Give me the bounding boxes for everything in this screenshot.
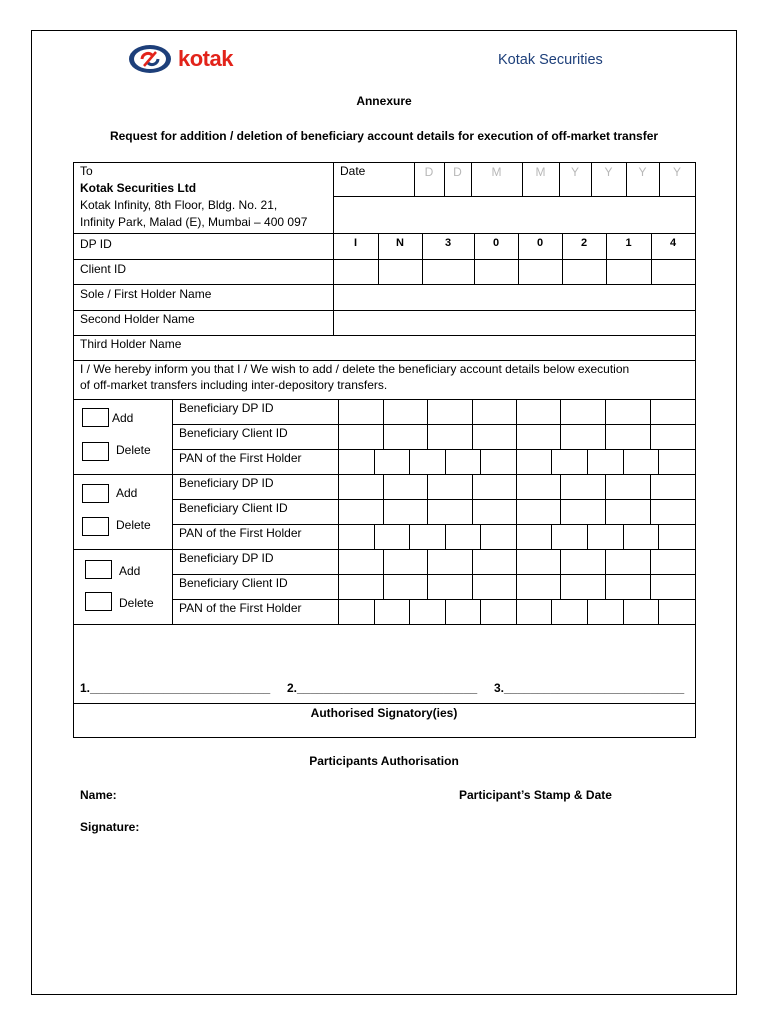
table-rule [587, 449, 588, 475]
table-rule [472, 549, 473, 600]
table-rule [587, 599, 588, 625]
pan-label-2: PAN of the First Holder [179, 526, 302, 540]
date-row-bottom [333, 196, 696, 197]
participants-title: Participants Authorisation [309, 754, 459, 768]
table-rule [172, 474, 173, 550]
dp-id-digit-8: 4 [669, 237, 677, 249]
table-rule [605, 399, 606, 450]
table-rule [472, 399, 473, 450]
signatory-divider [73, 703, 696, 704]
table-rule [551, 449, 552, 475]
beneficiary-block-divider [73, 549, 696, 550]
row-divider [73, 284, 696, 285]
form-subtitle: Request for addition / deletion of beneficiary account details for execution of off-market transfer [109, 129, 659, 143]
table-rule [480, 449, 481, 475]
beneficiary-row-divider [172, 524, 696, 525]
kotak-logo-text: kotak [178, 46, 233, 71]
beneficiary-section-bottom [73, 624, 696, 625]
row-divider [73, 335, 696, 336]
beneficiary-dp-id-label-3: Beneficiary DP ID [179, 551, 274, 565]
table-rule [516, 474, 517, 525]
table-rule [374, 449, 375, 475]
first-holder-label: Sole / First Holder Name [80, 287, 212, 301]
row-divider [73, 310, 696, 311]
delete-checkbox-1[interactable] [82, 442, 109, 461]
table-left-border [73, 162, 74, 738]
dp-id-digit-7: 1 [625, 237, 632, 249]
company-name: Kotak Securities Ltd [80, 181, 197, 195]
table-rule [427, 399, 428, 450]
add-checkbox-3[interactable] [85, 560, 112, 579]
participant-stamp-label: Participant’s Stamp & Date [459, 788, 612, 802]
date-placeholder-1[interactable]: D [424, 165, 434, 179]
row-divider [73, 233, 696, 234]
second-holder-label: Second Holder Name [80, 312, 195, 326]
delete-checkbox-3[interactable] [85, 592, 112, 611]
row-divider [73, 360, 696, 361]
add-checkbox-2[interactable] [82, 484, 109, 503]
date-placeholder-6[interactable]: Y [604, 165, 613, 179]
authorised-signatory-label: Authorised Signatory(ies) [310, 706, 458, 720]
date-placeholder-2[interactable]: D [453, 165, 462, 179]
address-line2: Infinity Park, Malad (E), Mumbai – 400 097 [80, 215, 308, 229]
add-checkbox-1[interactable] [82, 408, 109, 427]
kotak-logo-icon [128, 44, 172, 74]
declaration-line2: of off-market transfers including inter-depository transfers. [80, 378, 388, 392]
table-rule [383, 549, 384, 600]
table-rule [658, 524, 659, 550]
table-rule [650, 399, 651, 450]
dp-id-label: DP ID [80, 237, 112, 251]
form-title: Annexure [356, 94, 412, 108]
table-rule [650, 549, 651, 600]
delete-label-1: Delete [116, 443, 151, 457]
beneficiary-block-divider [73, 474, 696, 475]
participant-signature-label: Signature: [80, 820, 140, 834]
address-line1: Kotak Infinity, 8th Floor, Bldg. No. 21, [80, 198, 278, 212]
table-rule [560, 549, 561, 600]
table-rule [516, 549, 517, 600]
table-rule [516, 524, 517, 550]
date-placeholder-3[interactable]: M [491, 165, 502, 179]
date-label: Date [340, 164, 366, 178]
table-rule [472, 474, 473, 525]
table-rule [551, 599, 552, 625]
table-rule [623, 449, 624, 475]
to-label: To [80, 164, 93, 178]
delete-label-2: Delete [116, 518, 151, 532]
dp-id-digit-4: 0 [492, 237, 500, 249]
table-rule [480, 599, 481, 625]
table-rule [383, 474, 384, 525]
participant-name-label: Name: [80, 788, 117, 802]
table-rule [516, 449, 517, 475]
table-rule [623, 599, 624, 625]
beneficiary-client-id-label-1: Beneficiary Client ID [179, 426, 288, 440]
pan-label-3: PAN of the First Holder [179, 601, 302, 615]
add-label-2: Add [116, 486, 138, 500]
row-divider [73, 259, 696, 260]
table-rule [560, 474, 561, 525]
table-rule [516, 599, 517, 625]
table-rule [338, 399, 339, 475]
signatory-3: 3.___________________________ [494, 681, 685, 695]
date-placeholder-4[interactable]: M [535, 165, 546, 179]
dp-id-digit-3: 3 [444, 237, 452, 249]
table-rule [605, 549, 606, 600]
kotak-logo [128, 42, 233, 76]
table-rule [445, 524, 446, 550]
beneficiary-dp-id-label-1: Beneficiary DP ID [179, 401, 274, 415]
table-rule [587, 524, 588, 550]
table-bottom-border [73, 737, 696, 738]
pan-label-1: PAN of the First Holder [179, 451, 302, 465]
table-rule [560, 399, 561, 450]
date-placeholder-8[interactable]: Y [672, 165, 681, 179]
table-rule [445, 449, 446, 475]
delete-label-3: Delete [119, 596, 154, 610]
table-rule [172, 549, 173, 625]
beneficiary-dp-id-label-2: Beneficiary DP ID [179, 476, 274, 490]
beneficiary-client-id-label-2: Beneficiary Client ID [179, 501, 288, 515]
table-rule [427, 549, 428, 600]
table-rule [338, 474, 339, 550]
table-rule [650, 474, 651, 525]
beneficiary-client-id-label-3: Beneficiary Client ID [179, 576, 288, 590]
beneficiary-row-divider [172, 499, 696, 500]
row-divider [73, 399, 696, 400]
table-rule [374, 599, 375, 625]
signatory-2: 2.___________________________ [287, 681, 478, 695]
dp-id-digit-1: I [353, 237, 358, 249]
table-top-border [73, 162, 696, 163]
declaration-line1: I / We hereby inform you that I / We wish to add / delete the beneficiary account details below execution [80, 362, 630, 376]
beneficiary-row-divider [172, 574, 696, 575]
dp-id-digit-2: N [396, 237, 404, 249]
date-placeholder-5[interactable]: Y [570, 165, 579, 179]
add-label-1: Add [112, 411, 134, 425]
dp-id-digit-6: 2 [580, 237, 588, 249]
brand-name: Kotak Securities [498, 52, 603, 68]
date-placeholder-7[interactable]: Y [638, 165, 647, 179]
table-rule [374, 524, 375, 550]
table-rule [551, 524, 552, 550]
third-holder-label: Third Holder Name [80, 337, 182, 351]
client-id-label: Client ID [80, 262, 127, 276]
beneficiary-row-divider [172, 424, 696, 425]
table-rule [658, 599, 659, 625]
table-rule [445, 599, 446, 625]
table-rule [480, 524, 481, 550]
table-rule [383, 399, 384, 450]
table-rule [623, 524, 624, 550]
signatory-1: 1.___________________________ [80, 681, 271, 695]
add-label-3: Add [119, 564, 141, 578]
table-rule [338, 549, 339, 625]
table-rule [409, 599, 410, 625]
beneficiary-row-divider [172, 449, 696, 450]
delete-checkbox-2[interactable] [82, 517, 109, 536]
table-rule [605, 474, 606, 525]
dp-id-digit-5: 0 [536, 237, 544, 249]
table-rule [658, 449, 659, 475]
beneficiary-row-divider [172, 599, 696, 600]
table-right-border [695, 162, 696, 738]
table-rule [172, 399, 173, 475]
table-rule [427, 474, 428, 525]
table-rule [409, 449, 410, 475]
table-rule [516, 399, 517, 450]
table-rule [409, 524, 410, 550]
